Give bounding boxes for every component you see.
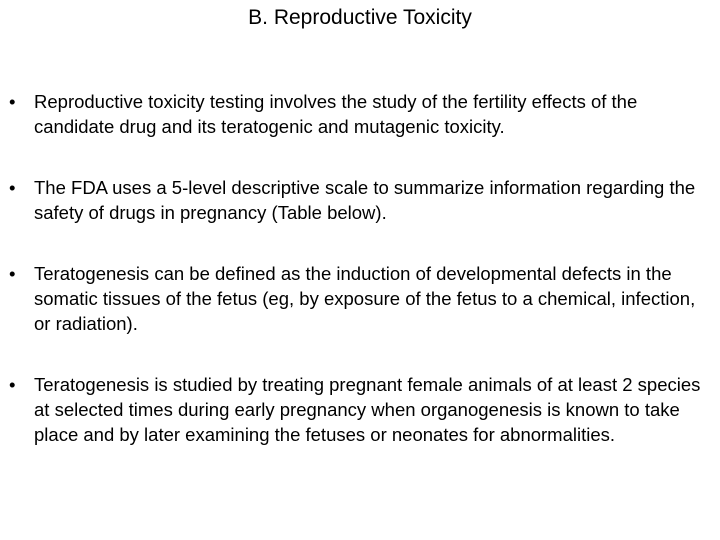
bullet-text: The FDA uses a 5-level descriptive scale to summarize information regarding the safety of drugs in pregnancy (Table below).: [34, 177, 696, 223]
slide-title: B. Reproductive Toxicity: [248, 6, 472, 29]
bullet-item: [9, 175, 709, 225]
bullet-text: Teratogenesis can be defined as the induction of developmental defects in the somatic tissues of the fetus (eg, by exposure of the fetus to a chemical, infection, or radiation).: [34, 263, 696, 334]
bullet-dot-icon: •: [9, 177, 16, 198]
bullet-dot-icon: •: [9, 374, 16, 395]
bullet-text: Teratogenesis is studied by treating pregnant female animals of at least 2 species at selected times during early pregnancy when organogenesis is known to take place and by later examining the fetuses or neonates for abnormalities.: [34, 374, 701, 445]
bullet-list: [9, 89, 709, 447]
bullet-dot-icon: •: [9, 91, 16, 112]
bullet-item: [9, 89, 709, 139]
bullet-item: [9, 372, 709, 447]
bullet-dot-icon: •: [9, 263, 16, 284]
bullet-item: [9, 261, 709, 336]
bullet-text: Reproductive toxicity testing involves the study of the fertility effects of the candidate drug and its teratogenic and mutagenic toxicity.: [34, 91, 638, 137]
